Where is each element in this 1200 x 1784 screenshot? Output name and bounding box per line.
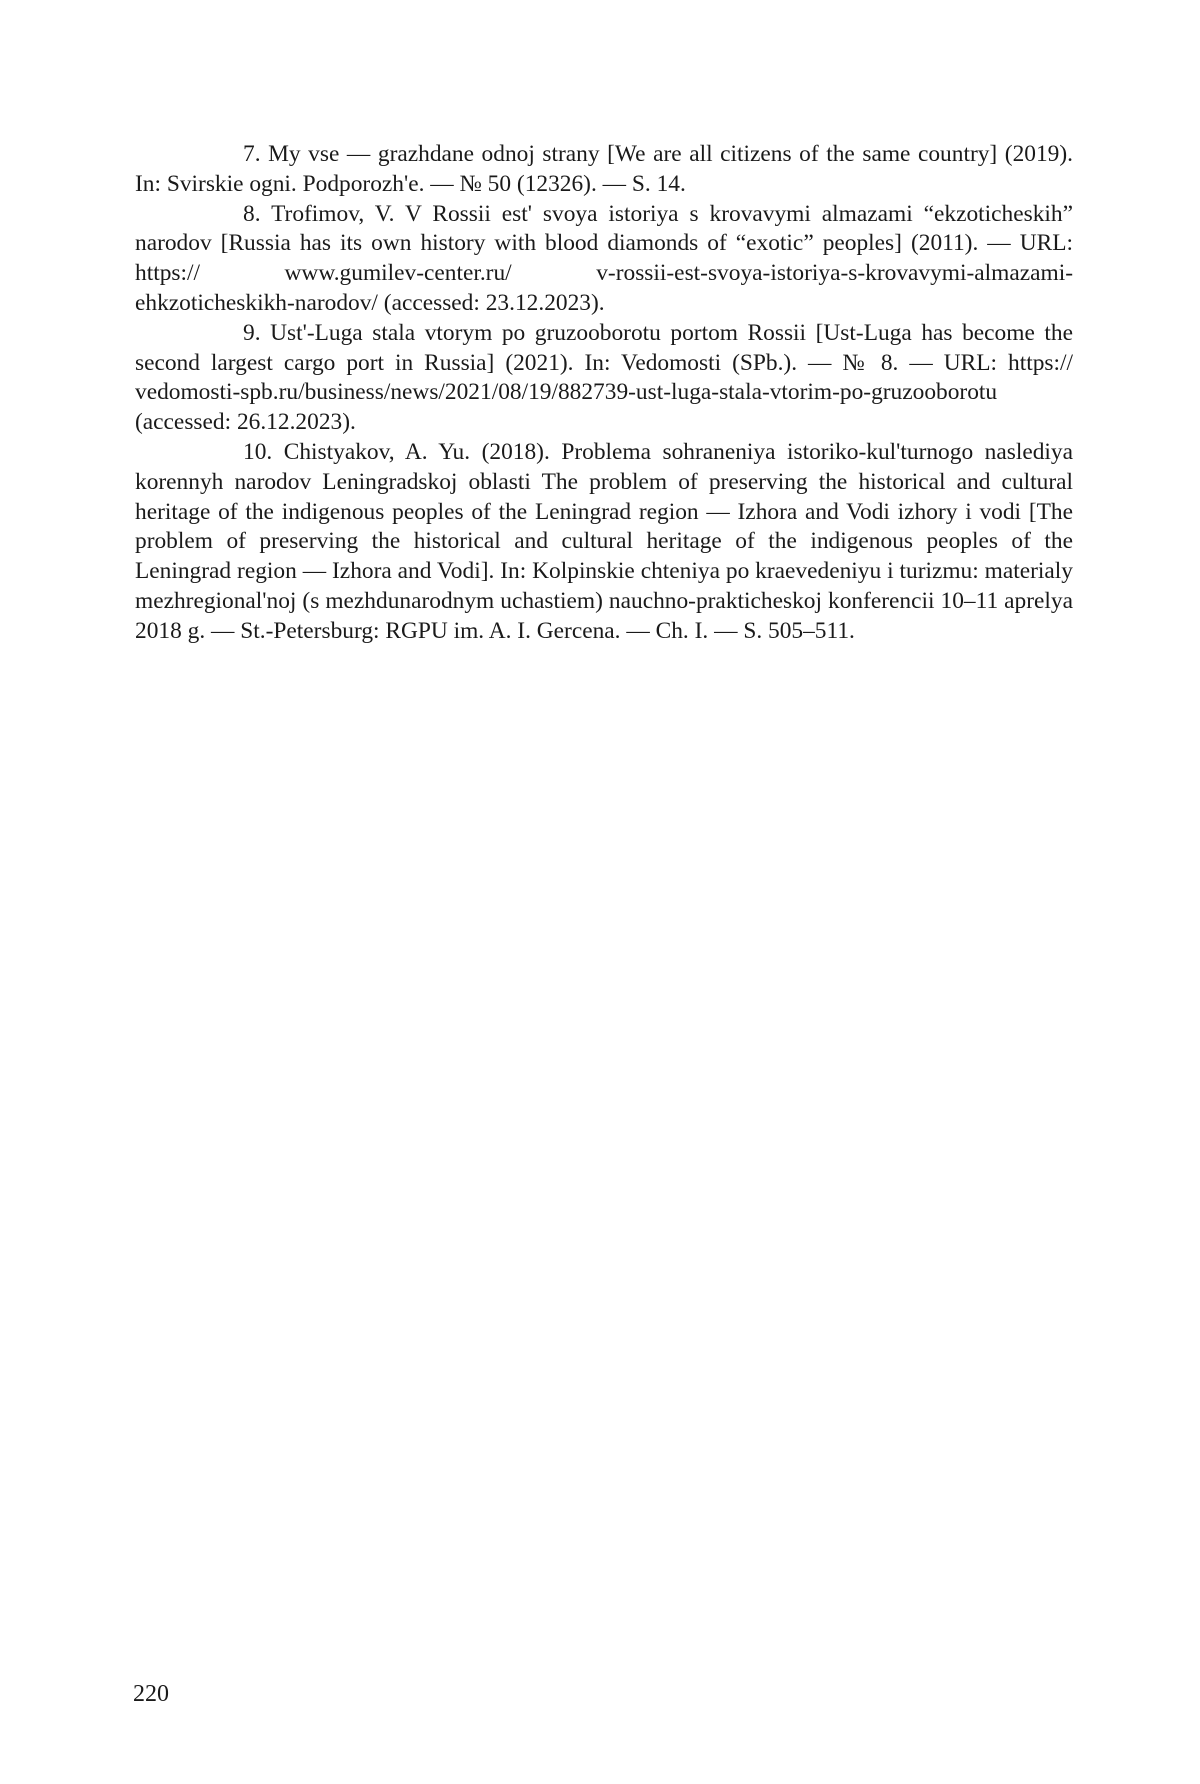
reference-number: 8. xyxy=(243,200,261,227)
reference-number: 7. xyxy=(243,141,261,167)
reference-text: My vse — grazhdane odnoj strany [We are all citizens of the same country] (2019). In: Svirskie ogni. Podporozh'e. — № 50 (12326). — S. 14. xyxy=(135,141,1073,197)
reference-item-7 xyxy=(135,140,1073,200)
reference-item-8 xyxy=(135,200,1073,319)
reference-number: 10. xyxy=(243,438,273,465)
reference-item-9 xyxy=(135,319,1073,438)
reference-list xyxy=(135,140,1073,647)
reference-text: Chistyakov, A. Yu. (2018). Problema sohraneniya istoriko-kul'turnogo naslediya korennyh narodov Leningradskoj oblasti The problem of preserving the historical and cultural heritage of the indigenous peoples of the Leningrad region — Izhora and Vodi izhory i vodi [The problem of preserving the historical and cultural heritage of the indigenous peoples of the Leningrad region — Izhora and Vodi]. In: Kolpinskie chteniya po kraevedeniyu i turizmu: materialy mezhregional'noj (s mezhdunarodnym uchastiem) nauchno-prakticheskoj konferencii 10–11 aprelya 2018 g. — St.-Petersburg: RGPU im. A. I. Gercena. — Ch. I. — S. 505–511. xyxy=(135,438,1073,644)
page-number: 220 xyxy=(133,1681,169,1707)
reference-text: Trofimov, V. V Rossii est' svoya istoriya s krovavymi almazami “ekzoticheskih” narodov [Russia has its own history with blood diamonds of “exotic” peoples] (2011). — URL: https:// www.gumilev-center.ru/ v-rossii-est-svoya-istoriya-s-krovavymi-almazami-ehkzoticheskikh-narodov/ (accessed: 23.12.2023). xyxy=(135,200,1073,316)
reference-text: Ust'-Luga stala vtorym po gruzooborotu portom Rossii [Ust-Luga has become the second largest cargo port in Russia] (2021). In: Vedomosti (SPb.). — № 8. — URL: https:// vedomosti-spb.ru/business/news/2021/08/19/882739-ust-luga-stala-vtorim-po-gruzooborotu (accessed: 26.12.2023). xyxy=(135,319,1073,436)
reference-item-10 xyxy=(135,438,1073,647)
reference-number: 9. xyxy=(243,319,261,346)
